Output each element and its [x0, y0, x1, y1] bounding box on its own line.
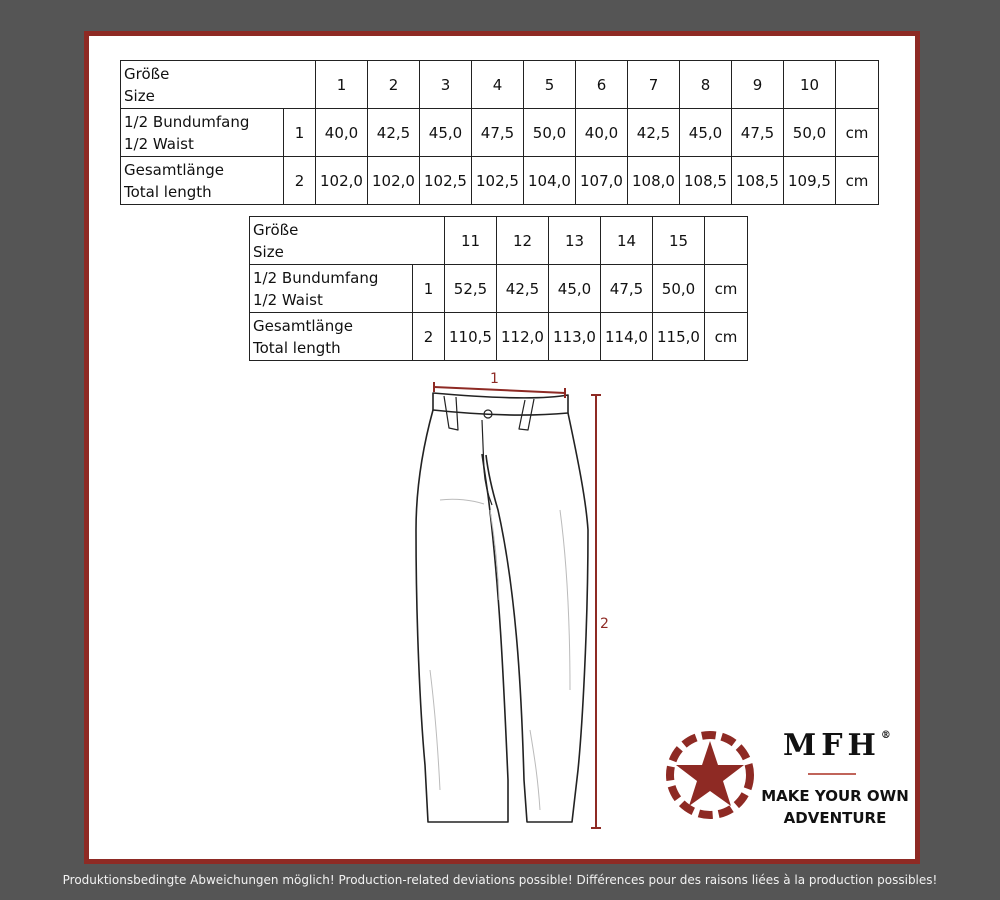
size-cell: 4 [472, 61, 524, 109]
slogan-line-1: MAKE YOUR OWN [761, 787, 909, 805]
value-cell: 45,0 [680, 109, 732, 157]
trousers-line-drawing-icon [416, 393, 588, 822]
empty-cell [836, 61, 879, 109]
row-label [250, 265, 413, 313]
unit-cell: cm [836, 109, 879, 157]
value-cell: 109,5 [784, 157, 836, 205]
size-cell: 10 [784, 61, 836, 109]
value-cell: 40,0 [576, 109, 628, 157]
waist-measure-line [434, 382, 565, 398]
row-index: 1 [413, 265, 445, 313]
length-row [250, 313, 748, 361]
size-cell: 12 [497, 217, 549, 265]
size-label-de: Größe [124, 64, 170, 83]
row-label-de: Gesamtlänge [124, 160, 224, 179]
row-label [121, 109, 284, 157]
value-cell: 108,5 [732, 157, 784, 205]
value-cell: 108,5 [680, 157, 732, 205]
brand-name [783, 728, 891, 763]
size-cell: 6 [576, 61, 628, 109]
value-cell: 110,5 [445, 313, 497, 361]
size-cell: 14 [601, 217, 653, 265]
brand-divider [808, 773, 856, 775]
size-cell: 7 [628, 61, 680, 109]
mfh-logo [660, 725, 910, 835]
value-cell: 42,5 [628, 109, 680, 157]
value-cell: 114,0 [601, 313, 653, 361]
size-label-de: Größe [253, 220, 299, 239]
value-cell: 102,0 [368, 157, 420, 205]
measure-2-label: 2 [600, 616, 609, 632]
value-cell: 52,5 [445, 265, 497, 313]
value-cell: 50,0 [653, 265, 705, 313]
row-label-de: 1/2 Bundumfang [253, 268, 379, 287]
size-cell: 11 [445, 217, 497, 265]
length-row [121, 157, 879, 205]
value-cell: 102,0 [316, 157, 368, 205]
size-cell: 2 [368, 61, 420, 109]
unit-cell: cm [705, 265, 748, 313]
row-index: 2 [413, 313, 445, 361]
value-cell: 40,0 [316, 109, 368, 157]
value-cell: 108,0 [628, 157, 680, 205]
value-cell: 50,0 [524, 109, 576, 157]
value-cell: 47,5 [732, 109, 784, 157]
size-cell: 1 [316, 61, 368, 109]
size-table-2 [249, 216, 748, 361]
star-emblem-icon [660, 725, 760, 825]
value-cell: 104,0 [524, 157, 576, 205]
value-cell: 47,5 [472, 109, 524, 157]
value-cell: 115,0 [653, 313, 705, 361]
row-index: 1 [284, 109, 316, 157]
value-cell: 113,0 [549, 313, 601, 361]
size-label-en: Size [253, 242, 284, 261]
value-cell: 42,5 [368, 109, 420, 157]
measure-1-label: 1 [490, 371, 499, 387]
value-cell: 112,0 [497, 313, 549, 361]
size-header-label [250, 217, 445, 265]
row-label [121, 157, 284, 205]
unit-cell: cm [836, 157, 879, 205]
value-cell: 50,0 [784, 109, 836, 157]
size-cell: 15 [653, 217, 705, 265]
size-table-1 [120, 60, 879, 205]
size-cell: 5 [524, 61, 576, 109]
row-label-de: 1/2 Bundumfang [124, 112, 250, 131]
slogan-line-2: ADVENTURE [783, 809, 887, 827]
size-cell: 8 [680, 61, 732, 109]
row-label-en: Total length [253, 338, 341, 357]
row-label-en: Total length [124, 182, 212, 201]
row-label [250, 313, 413, 361]
size-header-label [121, 61, 316, 109]
row-label-de: Gesamtlänge [253, 316, 353, 335]
value-cell: 107,0 [576, 157, 628, 205]
value-cell: 45,0 [549, 265, 601, 313]
registered-mark: ® [880, 730, 891, 741]
waist-row [121, 109, 879, 157]
value-cell: 47,5 [601, 265, 653, 313]
row-label-en: 1/2 Waist [124, 134, 194, 153]
slogan [760, 785, 910, 829]
size-cell: 13 [549, 217, 601, 265]
size-header-row [121, 61, 879, 109]
row-index: 2 [284, 157, 316, 205]
trousers-illustration [400, 370, 630, 840]
size-cell: 3 [420, 61, 472, 109]
unit-cell: cm [705, 313, 748, 361]
row-label-en: 1/2 Waist [253, 290, 323, 309]
value-cell: 42,5 [497, 265, 549, 313]
size-header-row [250, 217, 748, 265]
footer-disclaimer: Produktionsbedingte Abweichungen möglich! Production-related deviations possible! Différences pour des raisons liées à la production possibles! [62, 873, 938, 887]
size-cell: 9 [732, 61, 784, 109]
brand-text: MFH [783, 728, 881, 763]
value-cell: 102,5 [472, 157, 524, 205]
length-measure-line [591, 395, 601, 828]
value-cell: 102,5 [420, 157, 472, 205]
value-cell: 45,0 [420, 109, 472, 157]
waist-row [250, 265, 748, 313]
empty-cell [705, 217, 748, 265]
size-label-en: Size [124, 86, 155, 105]
